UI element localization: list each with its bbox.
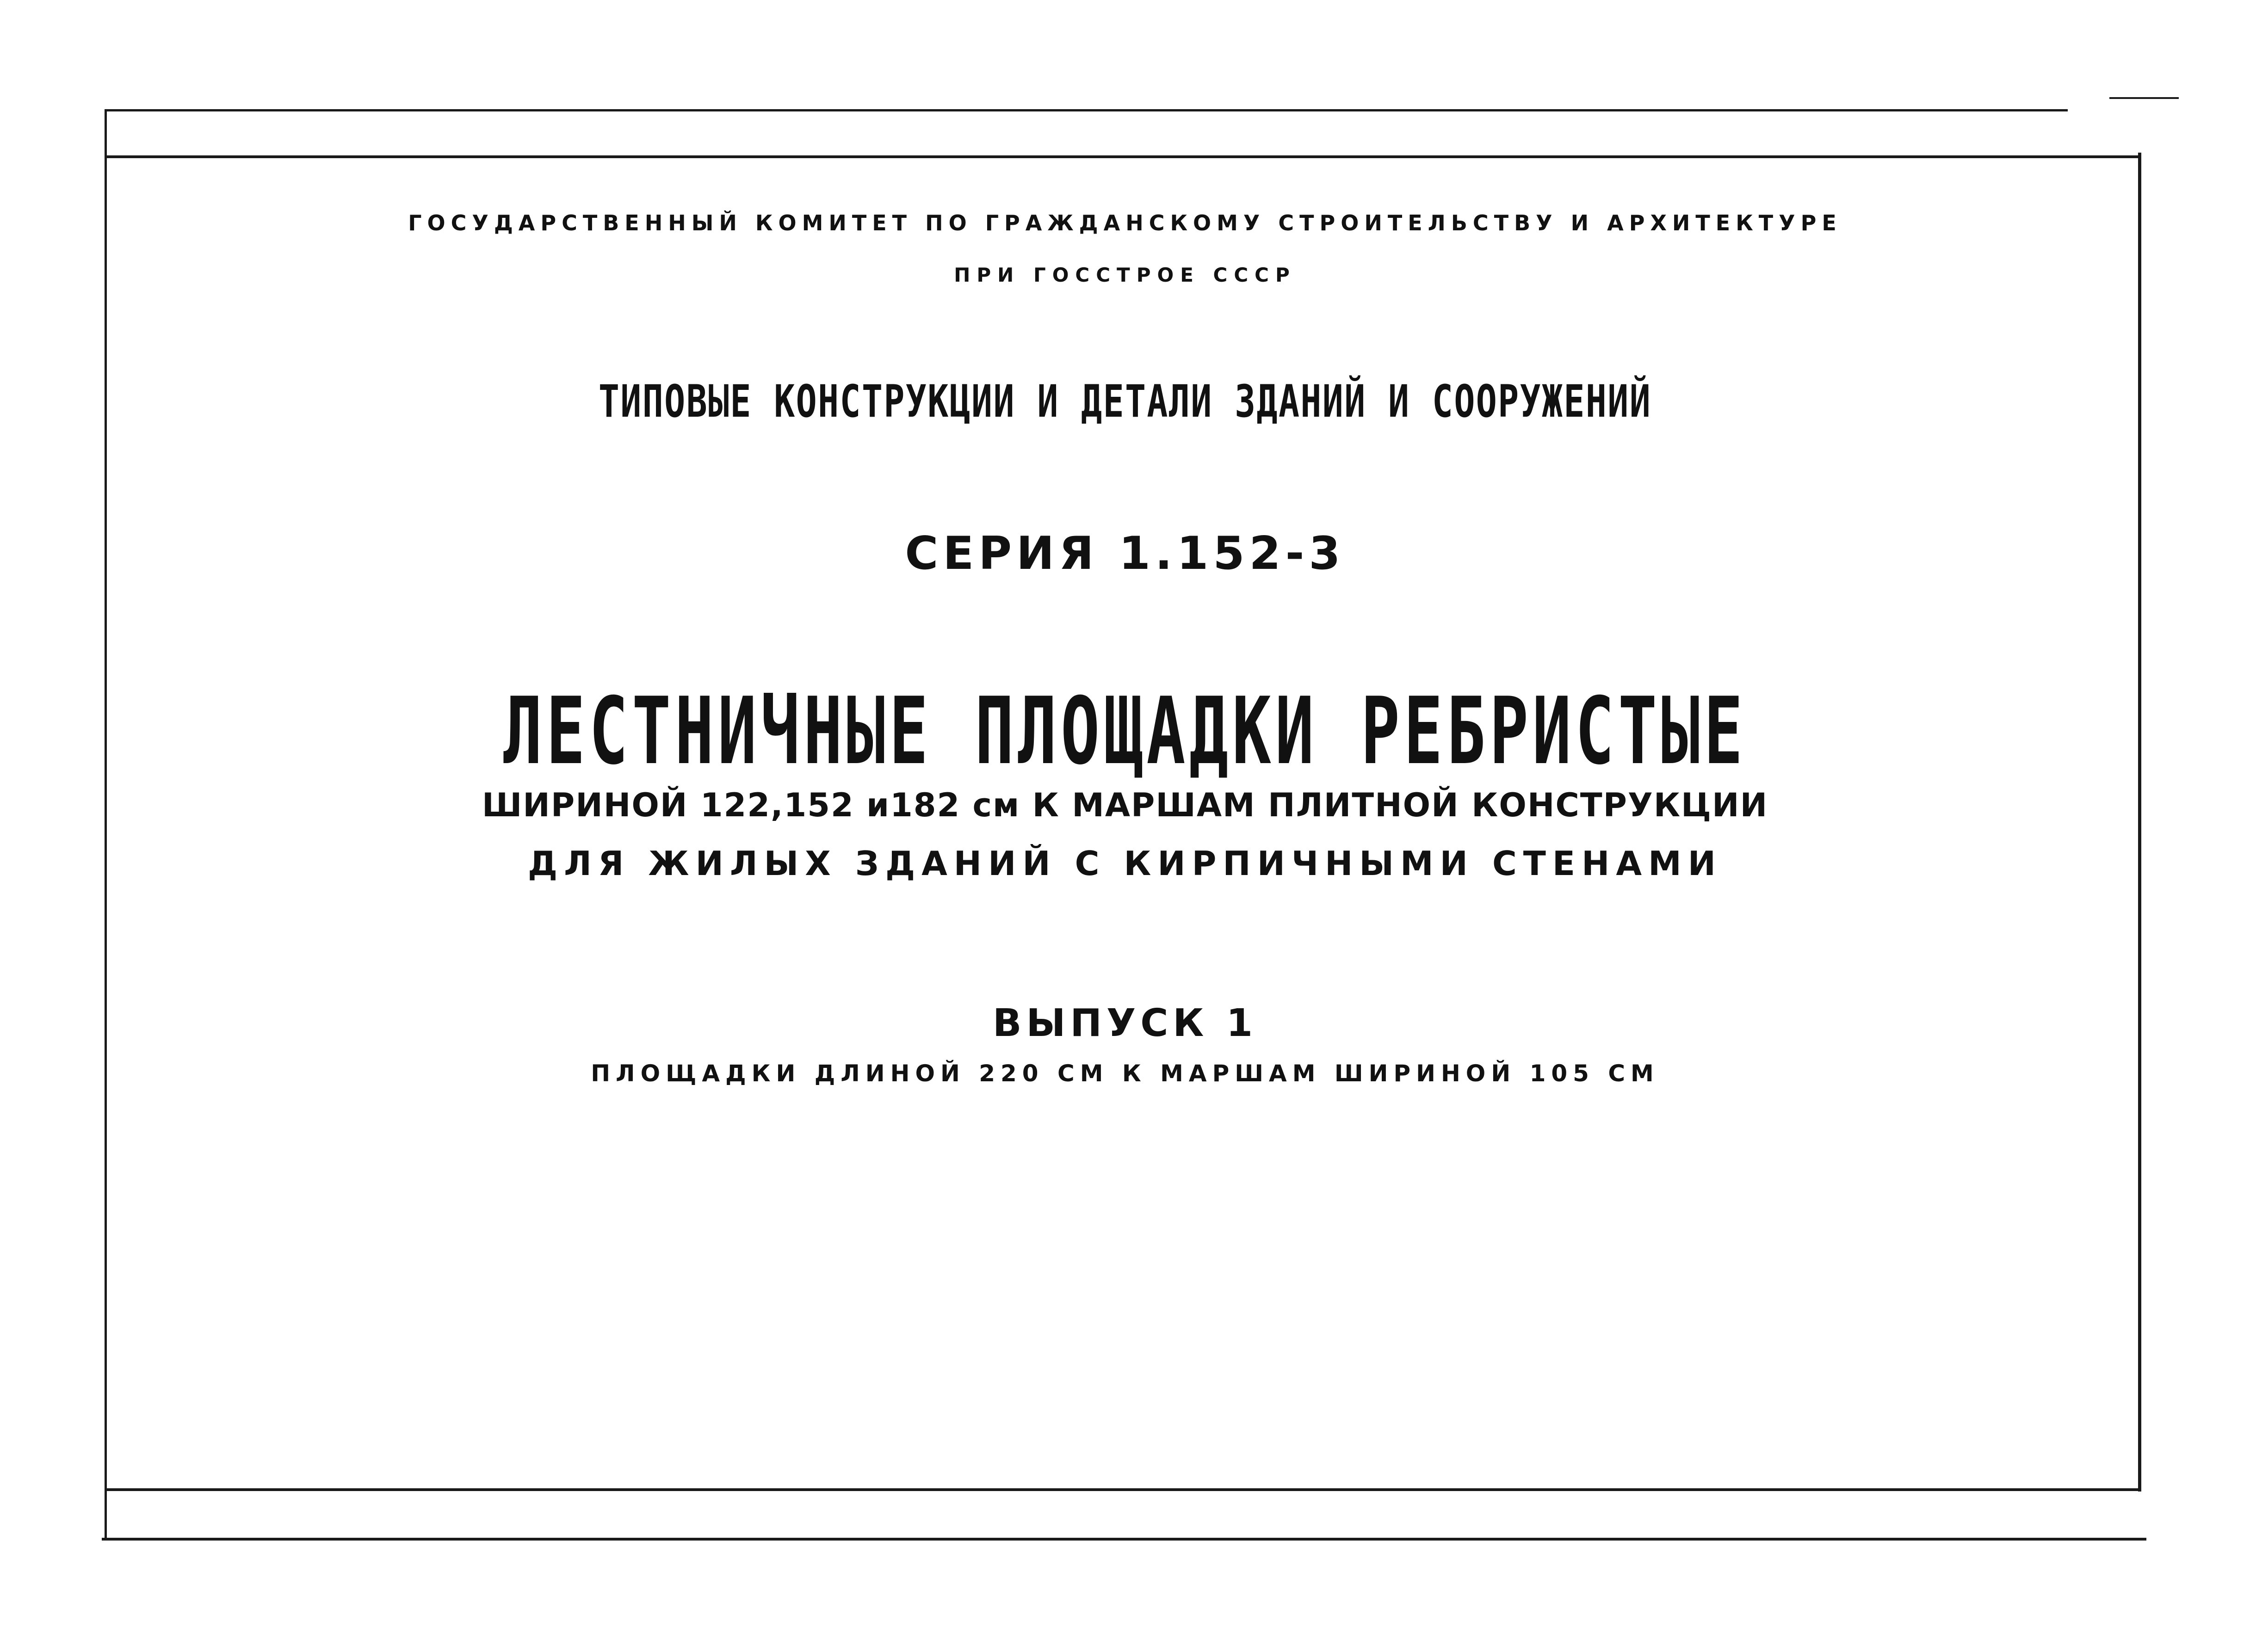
series-number: СЕРИЯ 1.152-3 — [905, 527, 1345, 580]
issue-label: ВЫПУСК 1 — [992, 1001, 1258, 1045]
outer-frame-bottom-line — [102, 1538, 2146, 1541]
outer-frame-top-line — [106, 109, 2068, 111]
outer-frame-left-line — [105, 109, 107, 1541]
inner-frame-top-line — [106, 155, 2141, 158]
outer-frame-top-right-line — [2109, 97, 2179, 99]
document-subtitle-purpose: ДЛЯ ЖИЛЫХ ЗДАНИЙ С КИРПИЧНЫМИ СТЕНАМИ — [528, 844, 1722, 883]
committee-name: ГОСУДАРСТВЕННЫЙ КОМИТЕТ ПО ГРАЖДАНСКОМУ СТРОИТЕЛЬСТВУ И АРХИТЕКТУРЕ — [408, 210, 1842, 235]
issue-description: ПЛОЩАДКИ ДЛИНОЙ 220 СМ К МАРШАМ ШИРИНОЙ 105 СМ — [591, 1060, 1659, 1087]
document-subtitle-width: ШИРИНОЙ 122,152 и182 см К МАРШАМ ПЛИТНОЙ КОНСТРУКЦИИ — [482, 786, 1768, 824]
document-title: ЛЕСТНИЧНЫЕ ПЛОЩАДКИ РЕБРИСТЫЕ — [503, 678, 1747, 785]
series-title: ТИПОВЫЕ КОНСТРУКЦИИ И ДЕТАЛИ ЗДАНИЙ И СООРУЖЕНИЙ — [598, 376, 1652, 427]
committee-subordination: ПРИ ГОССТРОЕ СССР — [954, 264, 1296, 286]
inner-frame-bottom-line — [106, 1488, 2141, 1491]
